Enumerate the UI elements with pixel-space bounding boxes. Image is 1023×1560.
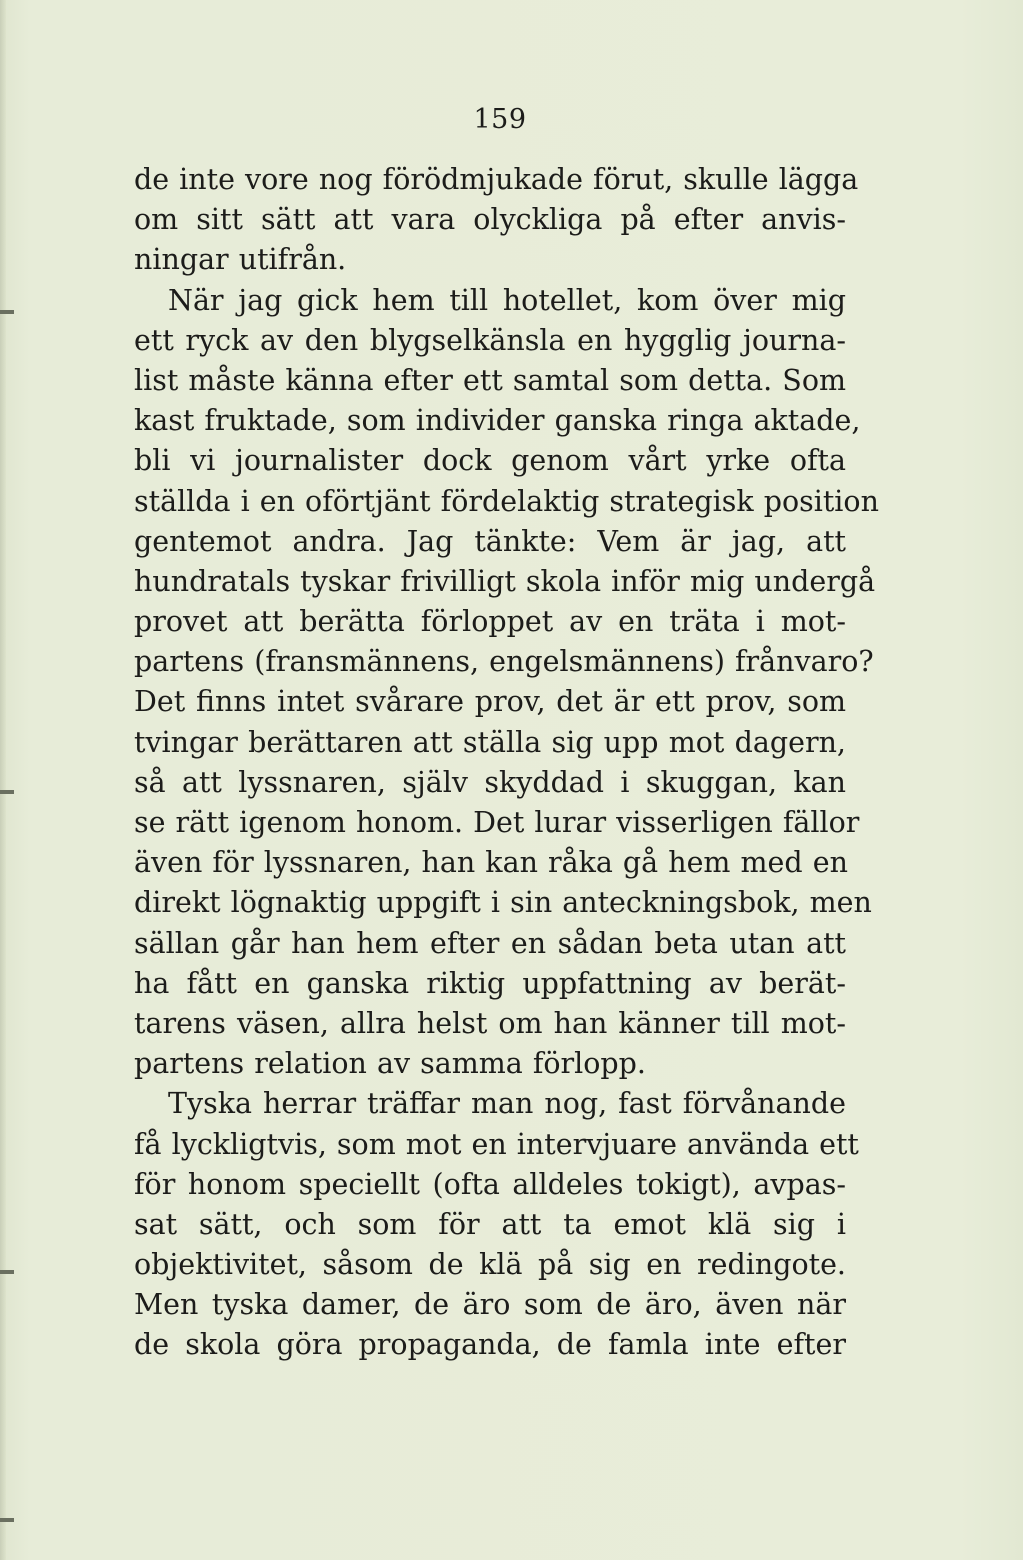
text-line: gentemot andra. Jag tänkte: Vem är jag, att [134, 524, 846, 558]
margin-mark [0, 1518, 14, 1522]
text-line: Men tyska damer, de äro som de äro, även när [134, 1288, 846, 1322]
text-line: så att lyssnaren, själv skyddad i skuggan, kan [134, 765, 846, 799]
text-line: de skola göra propaganda, de famla inte efter [134, 1328, 846, 1362]
text-line: sat sätt, och som för att ta emot klä sig i [134, 1207, 846, 1241]
page-number: 159 [473, 104, 527, 135]
text-line: ningar utifrån. [134, 243, 347, 277]
text-line: se rätt igenom honom. Det lurar visserligen fällor [134, 806, 860, 839]
text-line: Det finns intet svårare prov, det är ett prov, som [134, 685, 846, 719]
page-binding-edge [0, 0, 6, 1560]
text-line: de inte vore nog förödmjukade förut, skulle lägga [134, 163, 859, 196]
text-line: provet att berätta förloppet av en träta i mot- [134, 605, 846, 639]
text-line: kast fruktade, som individer ganska ringa aktade, [134, 404, 861, 438]
text-line: få lyckligtvis, som mot en intervjuare använda ett [134, 1127, 859, 1161]
text-line: ha fått en ganska riktig uppfattning av berät- [134, 966, 846, 1000]
text-line: även för lyssnaren, han kan råka gå hem med en [134, 846, 848, 880]
text-line: partens (fransmännens, engelsmännens) frånvaro? [134, 645, 874, 679]
text-line: sällan går han hem efter en sådan beta utan att [134, 926, 846, 960]
text-line: hundratals tyskar frivilligt skola inför mig undergå [134, 564, 876, 598]
text-line: objektivitet, såsom de klä på sig en redingote. [134, 1248, 846, 1282]
text-line: direkt lögnaktig uppgift i sin anteckningsbok, men [134, 886, 872, 920]
text-line: ställda i en oförtjänt fördelaktig strategisk position [134, 484, 879, 518]
text-line: tvingar berättaren att ställa sig upp mot dagern, [134, 725, 846, 759]
text-line: När jag gick hem till hotellet, kom över mig [168, 283, 846, 317]
text-line: bli vi journalister dock genom vårt yrke ofta [134, 444, 846, 478]
margin-mark [0, 790, 14, 794]
text-line: om sitt sätt att vara olyckliga på efter anvis- [134, 203, 846, 237]
body-text [134, 160, 879, 1366]
text-line: list måste känna efter ett samtal som detta. Som [134, 363, 846, 397]
text-line: för honom speciellt (ofta alldeles tokigt), avpas- [134, 1167, 846, 1201]
text-line: tarens väsen, allra helst om han känner till mot- [134, 1006, 846, 1040]
margin-mark [0, 1270, 14, 1274]
text-line: partens relation av samma förlopp. [134, 1047, 646, 1081]
margin-mark [0, 310, 14, 314]
text-line: Tyska herrar träffar man nog, fast förvånande [168, 1087, 846, 1121]
text-line: ett ryck av den blygselkänsla en hygglig journa- [134, 323, 846, 357]
